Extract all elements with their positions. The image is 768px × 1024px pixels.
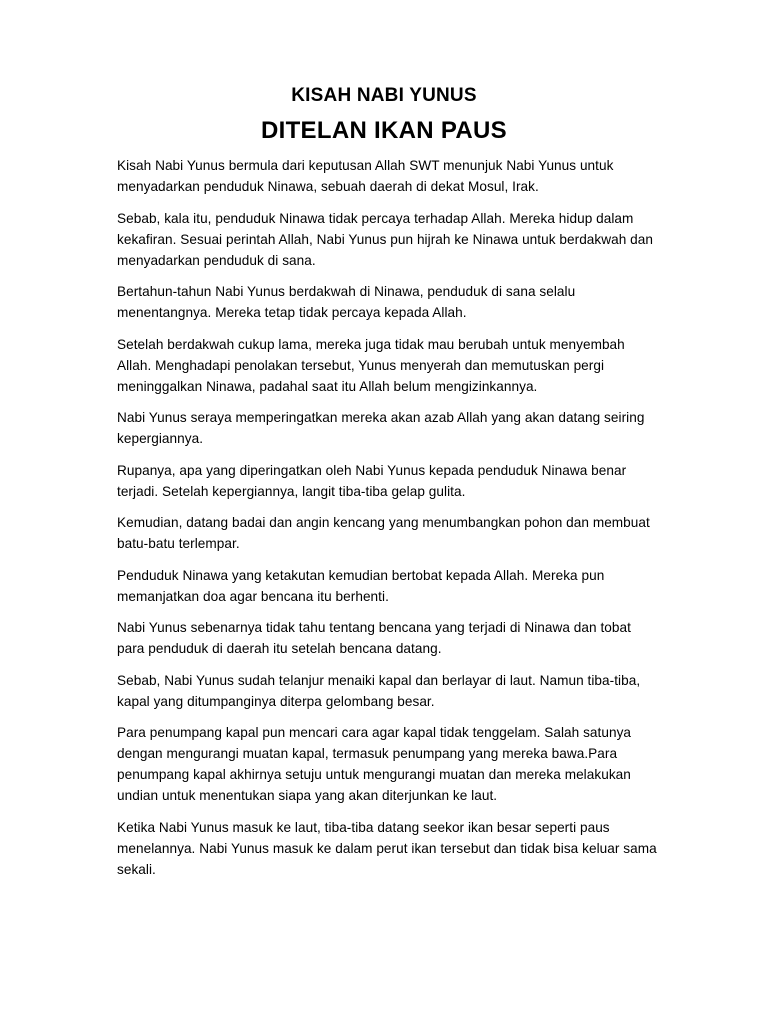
paragraph-5: Nabi Yunus seraya memperingatkan mereka akan azab Allah yang akan datang seiring kepergiannya. <box>117 410 645 446</box>
document-body <box>117 155 662 890</box>
paragraph-8: Penduduk Ninawa yang ketakutan kemudian bertobat kepada Allah. Mereka pun memanjatkan doa agar bencana itu berhenti. <box>117 567 605 604</box>
paragraph-6: Rupanya, apa yang diperingatkan oleh Nabi Yunus kepada penduduk Ninawa benar terjadi. Setelah kepergiannya, langit tiba-tiba gelap gulita. <box>117 462 627 499</box>
paragraph-4: Setelah berdakwah cukup lama, mereka juga tidak mau berubah untuk menyembah Allah. Menghadapi penolakan tersebut, Yunus menyerah dan memutuskan pergi meninggalkan Ninawa, padahal saat itu Allah belum mengizinkannya. <box>117 336 625 394</box>
document-subtitle: DITELAN IKAN PAUS <box>261 117 507 144</box>
document-title: KISAH NABI YUNUS <box>291 85 477 106</box>
paragraph-11: Para penumpang kapal pun mencari cara agar kapal tidak tenggelam. Salah satunya dengan mengurangi muatan kapal, termasuk penumpang yang mereka bawa.Para penumpang kapal akhirnya setuju untuk mengurangi muatan dan mereka melakukan undian untuk menentukan siapa yang akan diterjunkan ke laut. <box>117 725 632 803</box>
paragraph-9: Nabi Yunus sebenarnya tidak tahu tentang bencana yang terjadi di Ninawa dan tobat para penduduk di daerah itu setelah bencana datang. <box>117 620 631 656</box>
paragraph-10: Sebab, Nabi Yunus sudah telanjur menaiki kapal dan berlayar di laut. Namun tiba-tiba, kapal yang ditumpanginya diterpa gelombang besar. <box>117 672 641 709</box>
paragraph-3: Bertahun-tahun Nabi Yunus berdakwah di Ninawa, penduduk di sana selalu menentangnya. Mereka tetap tidak percaya kepada Allah. <box>117 284 576 320</box>
paragraph-2: Sebab, kala itu, penduduk Ninawa tidak percaya terhadap Allah. Mereka hidup dalam kekafiran. Sesuai perintah Allah, Nabi Yunus pun hijrah ke Ninawa untuk berdakwah dan menyadarkan penduduk di sana. <box>117 210 654 268</box>
paragraph-1: Kisah Nabi Yunus bermula dari keputusan Allah SWT menunjuk Nabi Yunus untuk menyadarkan penduduk Ninawa, sebuah daerah di dekat Mosul, Irak. <box>117 158 614 194</box>
paragraph-12: Ketika Nabi Yunus masuk ke laut, tiba-tiba datang seekor ikan besar seperti paus menelannya. Nabi Yunus masuk ke dalam perut ikan tersebut dan tidak bisa keluar sama sekali. <box>117 819 657 877</box>
paragraph-7: Kemudian, datang badai dan angin kencang yang menumbangkan pohon dan membuat batu-batu terlempar. <box>117 515 650 551</box>
